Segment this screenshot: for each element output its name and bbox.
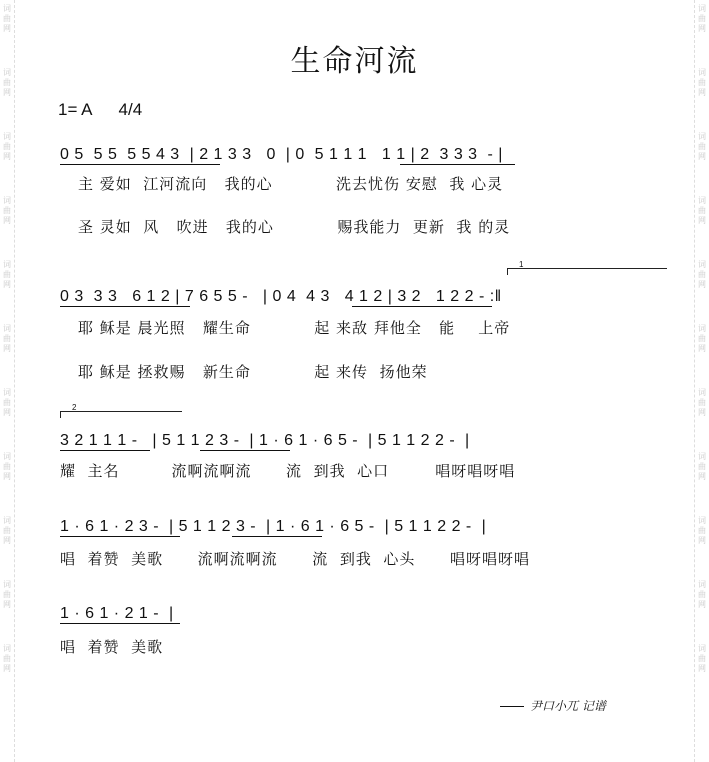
volta-bracket-1 xyxy=(507,260,667,269)
watermark: 词 曲 网 xyxy=(3,68,11,97)
watermark-strip-left xyxy=(0,0,15,762)
watermark: 词 曲 网 xyxy=(3,580,11,609)
watermark: 词 曲 网 xyxy=(698,516,706,545)
beam xyxy=(60,164,220,165)
watermark: 词 曲 网 xyxy=(3,388,11,417)
lyric-line-4: 唱 着赞 美歌 流啊流啊流 流 到我 心头 唱呀唱呀唱 xyxy=(60,550,530,568)
notation-line-4: 1 · 6 1 · 2 3 - | 5 1 1 2 3 - | 1 · 6 1 · 6 5 - | 5 1 1 2 2 - | xyxy=(60,518,487,535)
watermark: 词 曲 网 xyxy=(3,132,11,161)
lyric-line-2a: 耶 稣是 晨光照 耀生命 起 来敌 拜他全 能 上帝 xyxy=(78,319,511,337)
beam xyxy=(232,536,322,537)
watermark: 词 曲 网 xyxy=(698,260,706,289)
key-label: 1= A xyxy=(58,100,93,119)
transcriber-credit xyxy=(500,697,606,714)
notation-line-1: 0 5 5 5 5 5 4 3 | 2 1 3 3 0 | 0 5 1 1 1 1 1 | 2 3 3 3 - | xyxy=(60,146,503,163)
time-signature: 4/4 xyxy=(118,100,143,119)
watermark: 词 曲 网 xyxy=(698,196,706,225)
notation-line-3: 3 2 1 1 1 - | 5 1 1 2 3 - | 1 · 6 1 · 6 5 - | 5 1 1 2 2 - | xyxy=(60,432,470,449)
watermark: 词 曲 网 xyxy=(3,452,11,481)
volta-number: 2 xyxy=(72,403,77,412)
watermark: 词 曲 网 xyxy=(698,4,706,33)
key-signature xyxy=(58,100,168,120)
beam xyxy=(60,536,180,537)
watermark: 词 曲 网 xyxy=(3,4,11,33)
lyric-line-1a: 主 爱如 江河流向 我的心 洗去忧伤 安慰 我 心灵 xyxy=(78,175,504,193)
song-title: 生命河流 xyxy=(290,44,419,79)
notation-line-2: 0 3 3 3 6 1 2 | 7 6 5 5 - | 0 4 4 3 4 1 2 | 3 2 1 2 2 - :‖ xyxy=(60,288,502,305)
beam xyxy=(200,450,290,451)
credit-text: 尹口小兀 记谱 xyxy=(530,699,606,713)
beam xyxy=(60,623,180,624)
watermark: 词 曲 网 xyxy=(3,516,11,545)
watermark: 词 曲 网 xyxy=(3,644,11,673)
watermark: 词 曲 网 xyxy=(698,388,706,417)
watermark: 词 曲 网 xyxy=(3,196,11,225)
watermark: 词 曲 网 xyxy=(698,452,706,481)
beam xyxy=(60,306,190,307)
volta-bracket-2 xyxy=(60,403,182,412)
lyric-line-1b: 圣 灵如 风 吹进 我的心 赐我能力 更新 我 的灵 xyxy=(78,218,511,236)
notation-line-5: 1 · 6 1 · 2 1 - | xyxy=(60,605,174,622)
watermark: 词 曲 网 xyxy=(3,260,11,289)
volta-number: 1 xyxy=(519,260,524,269)
beam xyxy=(352,306,492,307)
beam xyxy=(60,450,150,451)
lyric-line-2b: 耶 稣是 拯救赐 新生命 起 来传 扬他荣 xyxy=(78,363,428,381)
watermark: 词 曲 网 xyxy=(698,132,706,161)
watermark: 词 曲 网 xyxy=(698,580,706,609)
watermark: 词 曲 网 xyxy=(698,324,706,353)
lyric-line-3: 耀 主名 流啊流啊流 流 到我 心口 唱呀唱呀唱 xyxy=(60,462,516,480)
watermark: 词 曲 网 xyxy=(698,644,706,673)
watermark: 词 曲 网 xyxy=(698,68,706,97)
lyric-line-5: 唱 着赞 美歌 xyxy=(60,638,164,656)
beam xyxy=(400,164,515,165)
watermark: 词 曲 网 xyxy=(3,324,11,353)
watermark-strip-right xyxy=(694,0,709,762)
